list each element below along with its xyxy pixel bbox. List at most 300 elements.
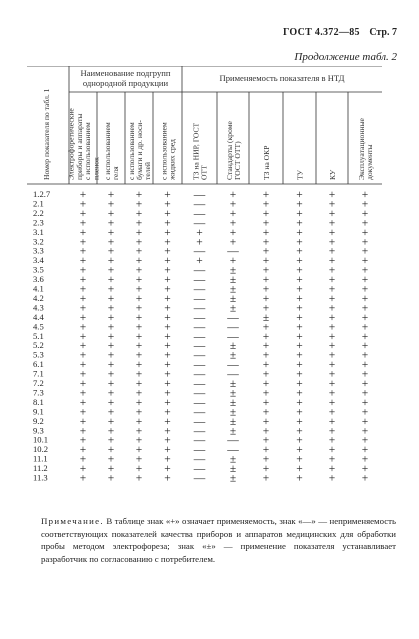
table-cell-mark: + — [79, 321, 87, 334]
table-cell-mark: ± — [262, 311, 270, 324]
table-cell-mark: + — [361, 340, 369, 353]
table-cell-mark: + — [229, 189, 237, 201]
table-cell-mark: + — [164, 236, 171, 249]
row-indicator-number: 2.3 — [33, 217, 44, 228]
table-cell-mark: + — [328, 330, 336, 343]
table-cell-mark: + — [361, 255, 369, 268]
column-header-line: бумаги и др. носи- — [135, 120, 144, 180]
table-cell-mark: — — [193, 264, 206, 277]
table-cell-mark: + — [164, 359, 171, 372]
table-cell-mark: — — [193, 330, 206, 343]
table-cell-mark: + — [135, 321, 143, 334]
table-cell-mark: + — [328, 302, 336, 315]
table-cell-mark: — — [193, 387, 206, 400]
column-header-line: геля — [111, 166, 121, 180]
row-indicator-number: 9.3 — [33, 425, 44, 436]
applicability-table — [27, 66, 397, 492]
group-header-subgroups-line: однородной продукции — [82, 78, 169, 88]
table-cell-mark: ± — [229, 463, 237, 476]
table-cell-mark: + — [135, 302, 143, 315]
table-cell-mark: + — [107, 387, 115, 400]
table-cell-mark: + — [79, 406, 87, 419]
row-indicator-number: 1.2.7 — [33, 189, 51, 199]
table-cell-mark: — — [193, 189, 206, 201]
table-cell-mark: + — [296, 415, 303, 428]
table-cell-mark: + — [296, 349, 303, 362]
table-cell-mark: + — [262, 340, 270, 353]
column-header-line: ТЗ на НИР, ГОСТ — [191, 122, 201, 180]
table-cell-mark: + — [296, 302, 303, 315]
table-cell-mark: + — [79, 396, 87, 409]
table-cell-mark: + — [262, 415, 270, 428]
table-cell-mark: + — [262, 434, 270, 447]
table-cell-mark: + — [361, 434, 369, 447]
row-indicator-number: 3.4 — [33, 255, 44, 266]
table-cell-mark: — — [193, 349, 206, 362]
table-cell-mark: + — [296, 463, 303, 476]
table-cell-mark: + — [135, 198, 143, 211]
table-cell-mark: + — [262, 406, 270, 419]
table-cell-mark: — — [193, 359, 206, 372]
table-cell-mark: ± — [229, 453, 237, 466]
table-cell-mark: + — [135, 368, 143, 381]
table-cell-mark: + — [107, 349, 115, 362]
table-cell-mark: + — [196, 255, 203, 268]
table-cell-mark: + — [361, 283, 369, 296]
column-header-line: телей — [143, 162, 153, 180]
row-indicator-number: 6.1 — [33, 359, 44, 370]
table-cell-mark: + — [361, 198, 369, 211]
table-cell-mark: + — [296, 292, 303, 305]
table-cell-mark: + — [79, 245, 87, 258]
table-cell-mark: + — [328, 434, 336, 447]
table-cell-mark: + — [164, 311, 171, 324]
table-cell-mark: + — [79, 359, 87, 372]
table-cell-mark: + — [361, 217, 369, 230]
row-indicator-number: 7.3 — [33, 387, 44, 398]
table-cell-mark: ± — [229, 415, 237, 428]
table-cell-mark: + — [107, 226, 115, 239]
table-cell-mark: + — [107, 396, 115, 409]
table-cell-mark: + — [107, 292, 115, 305]
table-cell-mark: — — [193, 463, 206, 476]
table-cell-mark: + — [361, 425, 369, 438]
column-header-line: жидких сред — [167, 139, 177, 180]
table-cell-mark: + — [328, 349, 336, 362]
table-cell-mark: + — [296, 321, 303, 334]
table-cell-mark: + — [164, 387, 171, 400]
table-cell-mark: + — [135, 226, 143, 239]
table-cell-mark: + — [135, 425, 143, 438]
column-header-line: приборы и аппараты — [74, 113, 84, 180]
table-cell-mark: + — [328, 415, 336, 428]
table-cell-mark: + — [164, 226, 171, 239]
table-cell-mark: + — [296, 198, 303, 211]
row-indicator-number: 8.1 — [33, 396, 44, 407]
table-cell-mark: + — [229, 255, 237, 268]
table-cell-mark: + — [361, 415, 369, 428]
row-indicator-number: 3.1 — [33, 226, 44, 237]
column-header-line: с использованием — [159, 122, 169, 180]
row-indicator-number: 4.4 — [33, 311, 44, 322]
table-cell-mark: + — [328, 406, 336, 419]
table-note — [41, 515, 396, 565]
table-cell-mark: + — [135, 434, 143, 447]
table-cell-mark: + — [262, 217, 270, 230]
page-number: Стр. 7 — [369, 27, 397, 38]
table-cell-mark: + — [107, 189, 115, 201]
table-cell-mark: + — [361, 321, 369, 334]
table-cell-mark: + — [361, 387, 369, 400]
table-cell-mark: — — [193, 378, 206, 390]
table-cell-mark: + — [296, 444, 303, 457]
table-cell-mark: + — [361, 463, 369, 476]
table-cell-mark: + — [262, 387, 270, 400]
table-cell-mark: + — [328, 425, 336, 438]
table-cell-mark: + — [107, 463, 115, 476]
table-cell-mark: + — [79, 349, 87, 362]
table-cell-mark: + — [296, 396, 303, 409]
row-indicator-number: 9.1 — [33, 406, 44, 417]
row-indicator-number: 4.1 — [33, 283, 44, 294]
table-cell-mark: + — [107, 406, 115, 419]
table-cell-mark: ± — [229, 472, 237, 485]
table-cell-mark: + — [361, 444, 369, 457]
table-cell-mark: ± — [229, 378, 237, 390]
row-indicator-number: 3.6 — [33, 274, 44, 285]
table-cell-mark: + — [135, 217, 143, 230]
table-cell-mark: + — [79, 387, 87, 400]
table-cell-mark: — — [227, 245, 239, 258]
table-cell-mark: + — [262, 330, 270, 343]
table-cell-mark: + — [328, 396, 336, 409]
table-cell-mark: + — [107, 236, 115, 249]
group-header-subgroups-line: Наименование подгрупп — [80, 68, 171, 78]
table-cell-mark: + — [135, 207, 143, 220]
table-cell-mark: + — [262, 198, 270, 211]
table-cell-mark: + — [164, 217, 171, 230]
table-cell-mark: + — [296, 425, 303, 438]
table-cell-mark: + — [328, 321, 336, 334]
table-cell-mark: + — [79, 453, 87, 466]
table-cell-mark: — — [193, 396, 206, 409]
table-cell-mark: ± — [229, 264, 237, 277]
table-cell-mark: + — [328, 207, 336, 220]
table-cell-mark: + — [135, 396, 143, 409]
column-header-line: Электрофоретические — [66, 108, 76, 180]
row-indicator-number: 11.1 — [33, 453, 48, 464]
table-cell-mark: — — [227, 444, 239, 457]
table-cell-mark: + — [296, 330, 303, 343]
table-cell-mark: ± — [229, 387, 237, 400]
table-cell-mark: — — [227, 434, 239, 447]
table-cell-mark: — — [193, 434, 206, 447]
table-cell-mark: + — [79, 444, 87, 457]
table-cell-mark: + — [296, 217, 303, 230]
row-indicator-number: 11.2 — [33, 463, 48, 474]
table-cell-mark: + — [262, 255, 270, 268]
row-indicator-number: 2.2 — [33, 207, 44, 218]
table-cell-mark: + — [135, 453, 143, 466]
table-cell-mark: + — [107, 207, 115, 220]
table-cell-mark: + — [135, 264, 143, 277]
table-cell-mark: + — [79, 378, 87, 390]
row-indicator-number: 4.3 — [33, 302, 44, 313]
table-cell-mark: + — [107, 378, 115, 390]
table-cell-mark: + — [135, 330, 143, 343]
table-cell-mark: + — [79, 311, 87, 324]
table-cell-mark: — — [193, 311, 206, 324]
table-cell-mark: + — [107, 245, 115, 258]
table-cell-mark: — — [193, 283, 206, 296]
table-cell-mark: + — [135, 472, 143, 485]
table-cell-mark: + — [107, 359, 115, 372]
table-cell-mark: + — [328, 274, 336, 287]
table-cell-mark: + — [328, 245, 336, 258]
table-cell-mark: + — [361, 274, 369, 287]
table-cell-mark: + — [164, 434, 171, 447]
table-cell-mark: + — [164, 264, 171, 277]
table-cell-mark: + — [135, 274, 143, 287]
table-cell-mark: + — [361, 245, 369, 258]
table-cell-mark: + — [164, 321, 171, 334]
table-cell-mark: + — [262, 463, 270, 476]
table-cell-mark: + — [135, 340, 143, 353]
table-cell-mark: + — [328, 264, 336, 277]
table-cell-mark: + — [262, 321, 270, 334]
table-cell-mark: + — [79, 463, 87, 476]
table-cell-mark: + — [361, 264, 369, 277]
table-cell-mark: + — [164, 245, 171, 258]
table-cell-mark: — — [193, 425, 206, 438]
table-cell-mark: + — [361, 406, 369, 419]
row-indicator-number: 2.1 — [33, 198, 44, 209]
table-cell-mark: + — [296, 236, 303, 249]
table-cell-mark: + — [262, 283, 270, 296]
table-cell-mark: + — [361, 236, 369, 249]
table-cell-mark: + — [135, 189, 143, 201]
table-cell-mark: ± — [229, 396, 237, 409]
table-cell-mark: + — [107, 472, 115, 485]
table-cell-mark: + — [107, 453, 115, 466]
row-indicator-number: 3.5 — [33, 264, 44, 275]
table-cell-mark: + — [164, 463, 171, 476]
table-cell-mark: — — [227, 368, 239, 381]
table-cell-mark: + — [296, 283, 303, 296]
table-cell-mark: — — [193, 321, 206, 334]
table-cell-mark: — — [227, 321, 239, 334]
row-indicator-number: 7.2 — [33, 378, 44, 388]
row-indicator-number: 4.2 — [33, 292, 44, 303]
row-indicator-number: 4.5 — [33, 321, 44, 332]
table-cell-mark: + — [196, 226, 203, 239]
table-cell-mark: ± — [229, 302, 237, 315]
table-cell-mark: + — [107, 283, 115, 296]
table-cell-mark: ± — [229, 406, 237, 419]
column-header-line: КУ — [328, 169, 337, 180]
table-cell-mark: + — [262, 368, 270, 381]
table-cell-mark: + — [79, 340, 87, 353]
table-continuation-caption: Продолжение табл. 2 — [294, 51, 397, 63]
table-cell-mark: + — [79, 302, 87, 315]
page-header — [283, 27, 397, 38]
table-cell-mark: + — [79, 368, 87, 381]
table-cell-mark: + — [107, 255, 115, 268]
table-cell-mark: + — [164, 255, 171, 268]
table-cell-mark: + — [328, 387, 336, 400]
row-indicator-number: 10.2 — [33, 444, 49, 455]
table-cell-mark: + — [296, 226, 303, 239]
group-header-applicability: Применяемость показателя в НТД — [219, 73, 345, 83]
table-cell-mark: + — [328, 378, 336, 390]
row-indicator-number: 3.3 — [33, 245, 44, 256]
table-cell-mark: + — [328, 217, 336, 230]
table-cell-mark: + — [135, 245, 143, 258]
table-cell-mark: + — [107, 311, 115, 324]
table-cell-mark: + — [296, 406, 303, 419]
table-cell-mark: + — [164, 274, 171, 287]
table-cell-mark: + — [361, 311, 369, 324]
table-cell-mark: + — [296, 340, 303, 353]
table-cell-mark: + — [229, 217, 237, 230]
table-cell-mark: + — [229, 236, 237, 249]
table-cell-mark: + — [262, 302, 270, 315]
row-indicator-number: 5.2 — [33, 340, 44, 351]
table-cell-mark: + — [79, 434, 87, 447]
table-cell-mark: + — [79, 472, 87, 485]
column-header-line: с использованием — [83, 122, 93, 180]
table-cell-mark: — — [193, 340, 206, 353]
table-cell-mark: + — [262, 472, 270, 485]
table-cell-mark: + — [164, 292, 171, 305]
table-cell-mark: + — [79, 217, 87, 230]
table-cell-mark: + — [135, 387, 143, 400]
table-cell-mark: — — [227, 330, 239, 343]
table-cell-mark: + — [328, 311, 336, 324]
column-header-line: с использованием — [126, 122, 136, 180]
table-cell-mark: + — [296, 274, 303, 287]
table-cell-mark: + — [135, 283, 143, 296]
table-cell-mark: + — [164, 368, 171, 381]
table-cell-mark: + — [164, 406, 171, 419]
table-cell-mark: + — [361, 207, 369, 220]
column-header-line: ГОСТ ОТТ) — [233, 141, 243, 180]
table-cell-mark: — — [227, 311, 239, 324]
table-cell-mark: + — [79, 330, 87, 343]
table-cell-mark: + — [262, 264, 270, 277]
table-cell-mark: + — [135, 255, 143, 268]
table-cell-mark: + — [296, 189, 303, 201]
table-cell-mark: + — [296, 387, 303, 400]
table-cell-mark: — — [227, 359, 239, 372]
table-cell-mark: + — [164, 189, 171, 201]
table-cell-mark: + — [107, 425, 115, 438]
table-cell-mark: — — [193, 415, 206, 428]
table-cell-mark: + — [135, 311, 143, 324]
table-cell-mark: + — [135, 463, 143, 476]
table-cell-mark: + — [328, 368, 336, 381]
table-cell-mark: — — [193, 198, 206, 211]
table-cell-mark: — — [193, 302, 206, 315]
table-cell-mark: + — [229, 226, 237, 239]
table-cell-mark: — — [193, 406, 206, 419]
table-cell-mark: + — [361, 453, 369, 466]
table-cell-mark: + — [164, 415, 171, 428]
table-cell-mark: + — [79, 274, 87, 287]
table-cell-mark: + — [135, 406, 143, 419]
table-cell-mark: + — [79, 264, 87, 277]
table-cell-mark: + — [328, 453, 336, 466]
table-cell-mark: + — [135, 359, 143, 372]
table-cell-mark: + — [196, 236, 203, 249]
table-cell-mark: + — [262, 226, 270, 239]
table-cell-mark: — — [193, 274, 206, 287]
table-cell-mark: ± — [229, 283, 237, 296]
table-cell-mark: + — [79, 283, 87, 296]
table-cell-mark: + — [328, 255, 336, 268]
table-cell-mark: + — [164, 425, 171, 438]
table-cell-mark: + — [229, 198, 237, 211]
row-indicator-number: 5.3 — [33, 349, 44, 360]
table-cell-mark: + — [296, 434, 303, 447]
table-cell-mark: + — [296, 359, 303, 372]
table-cell-mark: + — [164, 453, 171, 466]
row-indicator-number: 7.1 — [33, 368, 44, 379]
table-cell-mark: + — [79, 198, 87, 211]
table-cell-mark: + — [296, 207, 303, 220]
table-cell-mark: + — [328, 444, 336, 457]
table-cell-mark: — — [193, 444, 206, 457]
row-indicator-number: 5.1 — [33, 330, 44, 341]
row-indicator-number: 11.3 — [33, 472, 48, 483]
table-cell-mark: + — [79, 425, 87, 438]
note-label: Примечание. — [41, 516, 104, 526]
table-cell-mark: — — [193, 368, 206, 381]
table-cell-mark: + — [296, 264, 303, 277]
table-cell-mark: + — [262, 453, 270, 466]
table-cell-mark: + — [229, 207, 237, 220]
table-cell-mark: + — [328, 340, 336, 353]
table-cell-mark: ± — [229, 425, 237, 438]
table-cell-mark: + — [79, 236, 87, 249]
table-cell-mark: ± — [229, 274, 237, 287]
table-cell-mark: + — [262, 444, 270, 457]
table-cell-mark: + — [135, 378, 143, 390]
table-cell-mark: + — [296, 255, 303, 268]
table-cell-mark: ± — [229, 292, 237, 305]
table-cell-mark: + — [164, 207, 171, 220]
table-cell-mark: + — [79, 255, 87, 268]
table-cell-mark: + — [135, 415, 143, 428]
table-cell-mark: + — [107, 302, 115, 315]
table-cell-mark: + — [107, 368, 115, 381]
table-cell-mark: + — [164, 302, 171, 315]
table-cell-mark: + — [328, 292, 336, 305]
table-cell-mark: + — [164, 378, 171, 390]
table-cell-mark: + — [107, 415, 115, 428]
table-cell-mark: + — [135, 444, 143, 457]
table-cell-mark: + — [79, 226, 87, 239]
table-cell-mark: + — [164, 444, 171, 457]
table-cell-mark: — — [193, 217, 206, 230]
table-cell-mark: + — [361, 349, 369, 362]
table-cell-mark: + — [328, 283, 336, 296]
column-header-line: ТУ — [295, 169, 305, 180]
table-cell-mark: + — [107, 217, 115, 230]
table-cell-mark: + — [107, 444, 115, 457]
table-cell-mark: + — [262, 189, 270, 201]
table-cell-mark: + — [296, 311, 303, 324]
